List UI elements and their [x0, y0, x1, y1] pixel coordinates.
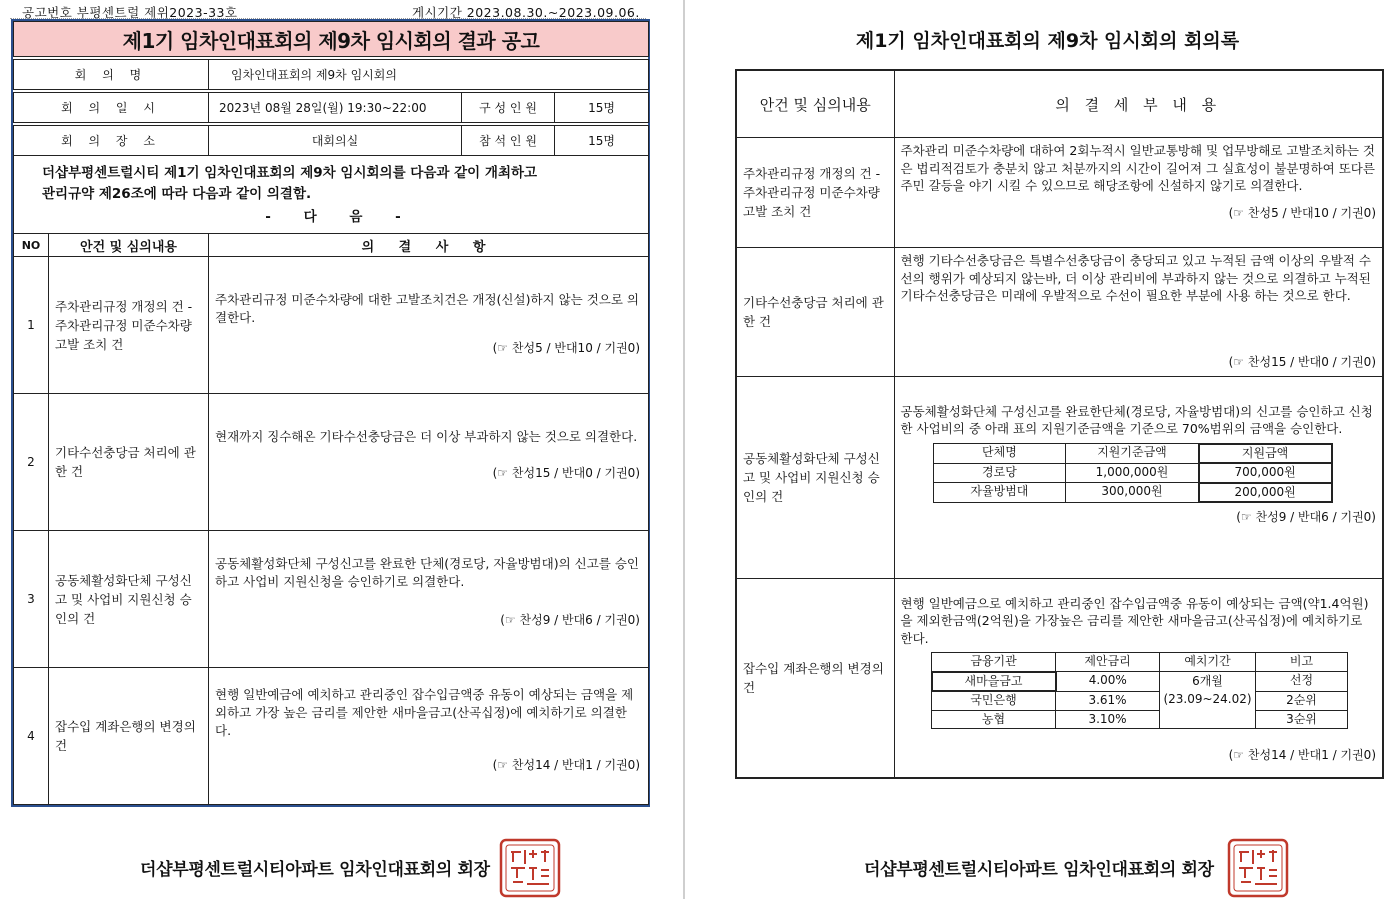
- members-label: 구 성 인 원: [462, 93, 555, 123]
- table-cell: 자율방범대: [933, 483, 1066, 503]
- minutes-item-subject: 기타수선충당금 처리에 관한 건: [736, 248, 894, 377]
- minutes-item-vote: (☞ 찬성5 / 반대10 / 기권0): [1228, 205, 1376, 220]
- col-no-header: NO: [14, 234, 49, 257]
- table-cell: 3.61%: [1056, 691, 1160, 710]
- table-cell: 3순위: [1256, 710, 1348, 729]
- item-decision: 현행 일반예금에 예치하고 관리중인 잡수입금액중 유동이 예상되는 금액을 제외하고 가장 높은 금리를 제안한 새마을금고(산곡십정)에 예치하기로 의결한다.: [215, 687, 634, 738]
- members-value: 15명: [555, 93, 649, 123]
- attendees-label: 참 석 인 원: [462, 126, 555, 156]
- table-cell: 1,000,000원: [1066, 463, 1199, 483]
- minutes-item-detail: 현행 일반예금으로 예치하고 관리중인 잡수입금액중 유동이 예상되는 금액(약1.4억원)을 제외한금액(2억원)을 가장높은 금리를 제안한 새마을금고(산곡십정)에 예치하기로 한다.: [900, 595, 1369, 646]
- minutes-item-vote: (☞ 찬성15 / 반대0 / 기권0): [1228, 355, 1376, 369]
- attendees-value: 15명: [555, 126, 649, 156]
- item-decision: 공동체활성화단체 구성신고를 완료한 단체(경로당, 자율방범대)의 신고를 승인하고 사업비 지원신청을 승인하기로 의결한다.: [215, 556, 639, 589]
- table-row: [736, 138, 1383, 248]
- table-row: [14, 668, 649, 805]
- meeting-name-value: 임차인대표회의 제9차 임시회의: [209, 60, 649, 90]
- minutes-item-subject: 잡수입 계좌은행의 변경의 건: [736, 578, 894, 778]
- table-row: [736, 578, 1383, 778]
- table-cell: 2순위: [1256, 691, 1348, 710]
- item-no: 1: [14, 257, 49, 394]
- official-seal-icon: [499, 838, 561, 898]
- table-cell: 700,000원: [1199, 463, 1332, 483]
- table-cell: 농협: [932, 710, 1056, 729]
- table-cell: 300,000원: [1066, 483, 1199, 503]
- table-row: [14, 531, 649, 668]
- item-subject: 기타수선충당금 처리에 관한 건: [49, 394, 209, 531]
- col-decision-header: 의 결 사 항: [209, 234, 649, 257]
- item-vote: (☞ 찬성5 / 반대10 / 기권0): [492, 341, 640, 355]
- chairperson-signature: 더샵부평센트럴시티아파트 임차인대표회의 회장: [140, 860, 490, 880]
- table-header: 지원금액: [1199, 444, 1332, 464]
- table-header: 비고: [1256, 653, 1348, 672]
- table-row: [14, 257, 649, 394]
- item-subject: 주차관리규정 개정의 건 -주차관리규정 미준수차량 고발 조치 건: [49, 257, 209, 394]
- minutes-document: [735, 69, 1382, 779]
- notice-intro: [14, 156, 649, 234]
- meeting-name-label: 회 의 명: [14, 60, 209, 90]
- col-subject-header: 안건 및 심의내용: [49, 234, 209, 257]
- intro-line-2: 관리규약 제26조에 따라 다음과 같이 의결함.: [42, 186, 312, 202]
- table-cell: 4.00%: [1056, 672, 1160, 692]
- place-value: 대회의실: [209, 126, 462, 156]
- item-vote: (☞ 찬성15 / 반대0 / 기권0): [492, 466, 640, 480]
- minutes-item-subject: 주차관리규정 개정의 건 -주차관리규정 미준수차량 고발 조치 건: [736, 138, 894, 248]
- interest-rate-table: [931, 652, 1349, 729]
- meeting-date-value: 2023년 08월 28일(월) 19:30~22:00: [209, 93, 462, 123]
- meeting-date-label: 회 의 일 시: [14, 93, 209, 123]
- item-no: 2: [14, 394, 49, 531]
- item-vote: (☞ 찬성14 / 반대1 / 기권0): [492, 758, 640, 772]
- minutes-title: 제1기 임차인대표회의 제9차 임시회의 회의록: [855, 30, 1240, 52]
- item-subject: 잡수입 계좌은행의 변경의 건: [49, 668, 209, 805]
- table-row: [736, 376, 1383, 578]
- notice-title: 제1기 임차인대표회의 제9차 임시회의 결과 공고: [14, 22, 649, 57]
- item-vote: (☞ 찬성9 / 반대6 / 기권0): [500, 613, 640, 627]
- official-seal-icon: [1227, 838, 1289, 898]
- chairperson-signature: 더샵부평센트럴시티아파트 임차인대표회의 회장: [864, 860, 1214, 880]
- item-decision: 현재까지 징수해온 기타수선충당금은 더 이상 부과하지 않는 것으로 의결한다.: [215, 429, 638, 444]
- notice-number: 공고번호 부평센트럴 제위2023-33호: [22, 5, 238, 20]
- deposit-period-cell: [1160, 672, 1256, 729]
- table-cell: 200,000원: [1199, 483, 1332, 503]
- minutes-item-detail: 공동체활성화단체 구성신고를 완료한단체(경로당, 자율방범대)의 신고를 승인하고 신청한 사업비의 중 아래 표의 지원기준금액을 기준으로 70%범위의 금액을 승인한다.: [900, 403, 1373, 436]
- table-cell: 3.10%: [1056, 710, 1160, 729]
- minutes-item-vote: (☞ 찬성14 / 반대1 / 기권0): [1228, 748, 1376, 762]
- support-amount-table: [933, 443, 1333, 504]
- table-header: 예치기간: [1160, 653, 1256, 672]
- page-gutter: [683, 0, 685, 899]
- deposit-period-months: 6개월: [1192, 674, 1223, 688]
- intro-line-1: 더샵부평센트럴시티 제1기 임차인대표회의 제9차 임시회의를 다음과 같이 개최하고: [42, 165, 538, 181]
- table-cell: 경로당: [933, 463, 1066, 483]
- minutes-col-detail: 의 결 세 부 내 용: [894, 70, 1383, 138]
- table-row: [736, 248, 1383, 377]
- table-header: 제안금리: [1056, 653, 1160, 672]
- minutes-item-detail: 현행 기타수선충당금은 특별수선충당금이 충당되고 있고 누적된 금액 이상의 우발적 수선의 행위가 예상되지 않는바, 더 이상 관리비에 부과하지 않는 것으로 의결하고 누적된 기타수선충당금은 미래에 우발적으로 수선이 필요한 부분에 사용 하는 것으로 한다.: [900, 253, 1371, 303]
- posting-period: 게시기간 2023.08.30.~2023.09.06.: [412, 5, 640, 20]
- table-cell: 선정: [1256, 672, 1348, 692]
- table-cell: 국민은행: [932, 691, 1056, 710]
- dahum-heading: - 다 음 -: [265, 209, 415, 225]
- deposit-period-range: (23.09~24.02): [1163, 692, 1252, 706]
- minutes-col-subject: 안건 및 심의내용: [736, 70, 894, 138]
- minutes-item-subject: 공동체활성화단체 구성신고 및 사업비 지원신청 승인의 건: [736, 376, 894, 578]
- minutes-item-vote: (☞ 찬성9 / 반대6 / 기권0): [1236, 510, 1376, 524]
- result-notice-document: [11, 19, 650, 807]
- item-no: 3: [14, 531, 49, 668]
- table-header: 금융기관: [932, 653, 1056, 672]
- table-cell: 새마을금고: [932, 672, 1056, 692]
- minutes-item-detail: 주차관리 미준수차량에 대하여 2회누적시 일반교통방해 및 업무방해로 고발조치하는 것은 법리적검토가 충분치 않고 처분까지의 시간이 길어져 그 실효성이 불분명하여 또다른 주민 갈등을 야기 시킬 수 있으므로 해당조항에 신설하지 않기로 의결한다.: [900, 143, 1375, 193]
- place-label: 회 의 장 소: [14, 126, 209, 156]
- item-subject: 공동체활성화단체 구성신고 및 사업비 지원신청 승인의 건: [49, 531, 209, 668]
- table-row: [14, 394, 649, 531]
- table-header: 단체명: [933, 444, 1066, 464]
- table-header: 지원기준금액: [1066, 444, 1199, 464]
- item-decision: 주차관리규정 미준수차량에 대한 고발조치건은 개정(신설)하지 않는 것으로 의결한다.: [215, 292, 639, 325]
- item-no: 4: [14, 668, 49, 805]
